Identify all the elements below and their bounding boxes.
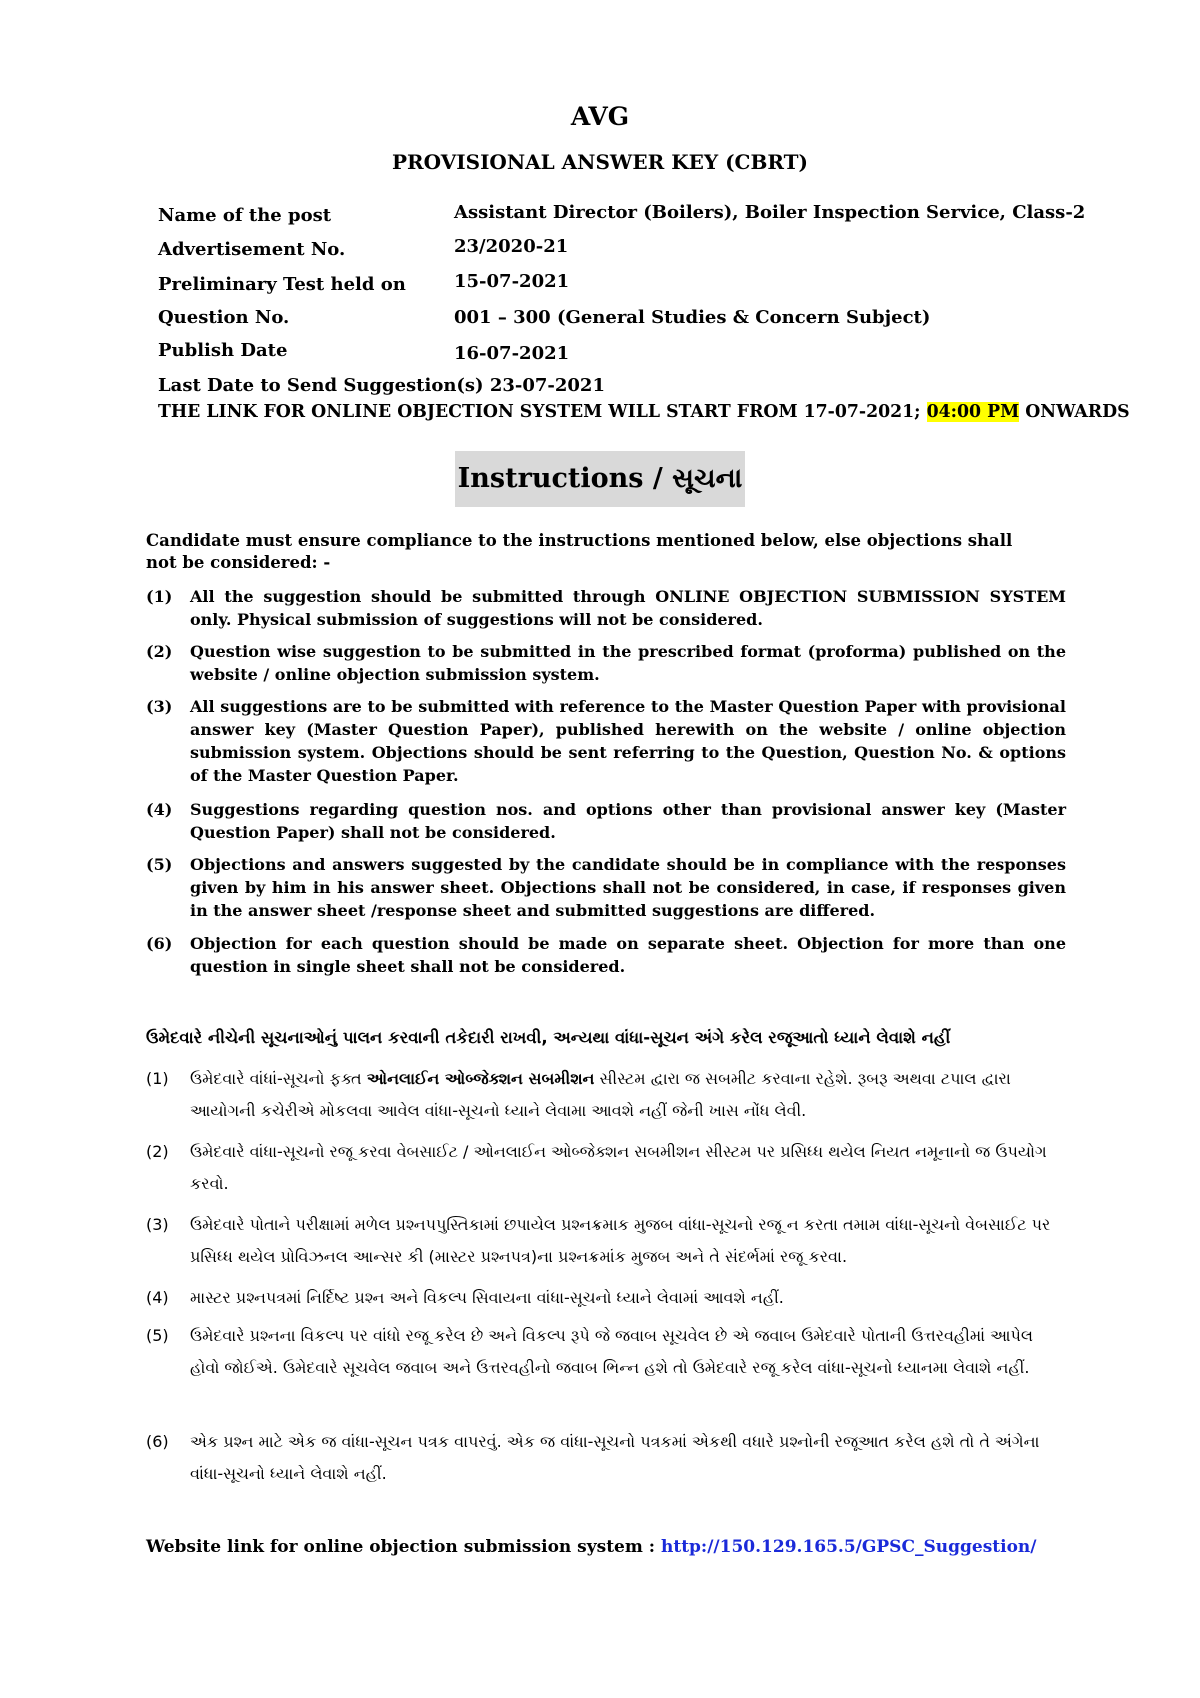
document-subtitle: PROVISIONAL ANSWER KEY (CBRT) <box>392 150 808 174</box>
link-line-pre: THE LINK FOR ONLINE OBJECTION SYSTEM WILL START FROM 17-07-2021; <box>158 402 927 422</box>
qno-value: 001 – 300 (General Studies & Concern Subject) <box>454 307 931 328</box>
item-number: (1) <box>146 587 173 606</box>
instructions-title: Instructions / સૂચના <box>455 451 745 507</box>
item-text: Objections and answers suggested by the candidate should be in compliance with the responses given by him in his answer sheet. Objections shall not be considered, in case, if responses given in the answer sheet /response sheet and submitted suggestions are differed. <box>190 855 1066 920</box>
gujarati-heading: ઉમેદવારે નીચેની સૂચનાઓનું પાલન કરવાની તકેદારી રાખવી, અન્યથા વાંધા-સૂચન અંગે કરેલ રજૂઆતો ધ્યાને લેવાશે નહીં <box>146 1028 951 1047</box>
gujarati-item-3 <box>146 1209 1066 1273</box>
item-text: ઉમેદવારે પ્રશ્નના વિકલ્પ પર વાંધો રજૂ કરેલ છે અને વિકલ્પ રૂપે જે જવાબ સૂચવેલ છે એ જવાબ ઉમેદવારે પોતાની ઉત્તરવહીમાં આપેલ હોવો જોઈએ. ઉમેદવારે સૂચવેલ જવાબ અને ઉત્તરવહીનો જવાબ ભિન્ન હશે તો ઉમેદવારે રજૂ કરેલ વાંધા-સૂચનો ધ્યાનમા લેવાશે નહીં. <box>190 1326 1034 1377</box>
link-line-post: ONWARDS <box>1019 402 1130 422</box>
english-intro: Candidate must ensure compliance to the instructions mentioned below, else objections shall not be considered: - <box>146 531 1013 572</box>
item-text: ઉમેદવારે વાંધા-સૂચનો રજૂ કરવા વેબસાઈટ / ઓનલાઈન ઓબ્જેક્શન સબમીશન સીસ્ટમ પર પ્રસિધ્ધ થયેલ નિયત નમૂનાનો જ ઉપયોગ કરવો. <box>190 1142 1047 1193</box>
gujarati-item-2 <box>146 1136 1066 1200</box>
item-text: Suggestions regarding question nos. and options other than provisional answer key (Master Question Paper) shall not be considered. <box>190 800 1066 842</box>
item-number: (3) <box>146 1215 169 1234</box>
qno-label: Question No. <box>158 307 290 328</box>
item-text: ઉમેદવારે પોતાને પરીક્ષામાં મળેલ પ્રશ્નપપુસ્તિકામાં છપાયેલ પ્રશ્નક્રમાક મુજબ વાંધા-સૂચનો રજૂ ન કરતા તમામ વાંધા-સૂચનો વેબસાઈટ પર પ્રસિધ્ધ થયેલ પ્રોવિઝનલ આન્સર કી (માસ્ટર પ્રશ્નપત્ર)ના પ્રશ્નક્રમાંક મુજબ અને તે સંદર્ભમાં રજૂ કરવા. <box>190 1215 1051 1266</box>
item-number: (1) <box>146 1069 169 1088</box>
item-text-post: સીસ્ટમ દ્વારા જ સબમીટ કરવાના રહેશે. રૂબરૂ અથવા ટપાલ દ્વારા આયોગની કચેરીએ મોકલવા આવેલ વાંધા-સૂચનો ધ્યાને લેવામા આવશે નહીં જેની ખાસ નોંધ લેવી. <box>190 1069 1011 1120</box>
item-number: (2) <box>146 1142 169 1161</box>
item-text: Question wise suggestion to be submitted in the prescribed format (proforma) published on the website / online objection submission system. <box>190 642 1066 684</box>
gujarati-item-1 <box>146 1063 1066 1127</box>
item-text-pre: ઉમેદવારે વાંધાં-સૂચનો ફક્ત <box>190 1069 367 1088</box>
english-item-5 <box>146 853 1066 922</box>
item-text <box>190 1063 1066 1127</box>
adv-value: 23/2020-21 <box>454 236 569 257</box>
item-text-bold: ઓનલાઈન ઓબ્જેક્શન સબમીશન <box>366 1069 595 1088</box>
gujarati-item-4 <box>146 1282 1066 1314</box>
publish-label: Publish Date <box>158 340 288 361</box>
last-date-line: Last Date to Send Suggestion(s) 23-07-2021 <box>158 375 605 396</box>
document-code: AVG <box>570 102 630 131</box>
post-label: Name of the post <box>158 205 332 226</box>
item-text: Objection for each question should be made on separate sheet. Objection for more than one question in single sheet shall not be considered. <box>190 934 1066 976</box>
item-number: (4) <box>146 1288 169 1307</box>
website-label: Website link for online objection submission system : <box>146 1537 661 1557</box>
item-number: (5) <box>146 855 173 874</box>
test-label: Preliminary Test held on <box>158 274 406 295</box>
english-item-3 <box>146 695 1066 787</box>
link-line-time: 04:00 PM <box>926 402 1020 422</box>
adv-label: Advertisement No. <box>158 239 346 260</box>
test-value: 15-07-2021 <box>454 271 570 292</box>
item-text: માસ્ટર પ્રશ્નપત્રમાં નિર્દિષ્ટ પ્રશ્ન અને વિકલ્પ સિવાયના વાંધા-સૂચનો ધ્યાને લેવામાં આવશે નહીં. <box>190 1288 784 1307</box>
item-number: (4) <box>146 800 173 819</box>
gujarati-item-6 <box>146 1426 1066 1490</box>
english-item-1 <box>146 585 1066 631</box>
english-item-4 <box>146 798 1066 844</box>
item-number: (6) <box>146 1432 169 1451</box>
english-item-6 <box>146 932 1066 978</box>
item-number: (2) <box>146 642 173 661</box>
item-number: (3) <box>146 697 173 716</box>
publish-value: 16-07-2021 <box>454 343 570 364</box>
item-number: (6) <box>146 934 173 953</box>
item-number: (5) <box>146 1326 169 1345</box>
item-text: એક પ્રશ્ન માટે એક જ વાંધા-સૂચન પત્રક વાપરવું. એક જ વાંધા-સૂચનો પત્રકમાં એકથી વધારે પ્રશ્નોની રજૂઆત કરેલ હશે તો તે અંગેના વાંધા-સૂચનો ધ્યાને લેવાશે નહીં. <box>190 1432 1040 1483</box>
item-text: All the suggestion should be submitted through ONLINE OBJECTION SUBMISSION SYSTEM only. Physical submission of suggestions will not be considered. <box>190 587 1066 629</box>
link-start-line <box>158 402 1130 422</box>
item-text: All suggestions are to be submitted with reference to the Master Question Paper with provisional answer key (Master Question Paper), published herewith on the website / online objection submission system. Objections should be sent referring to the Question, Question No. & options of the Master Question Paper. <box>190 697 1066 785</box>
english-item-2 <box>146 640 1066 686</box>
gujarati-item-5 <box>146 1320 1066 1384</box>
website-link[interactable]: http://150.129.165.5/GPSC_Suggestion/ <box>660 1537 1037 1557</box>
post-value: Assistant Director (Boilers), Boiler Inspection Service, Class-2 <box>454 202 1086 223</box>
website-line <box>146 1537 1037 1557</box>
